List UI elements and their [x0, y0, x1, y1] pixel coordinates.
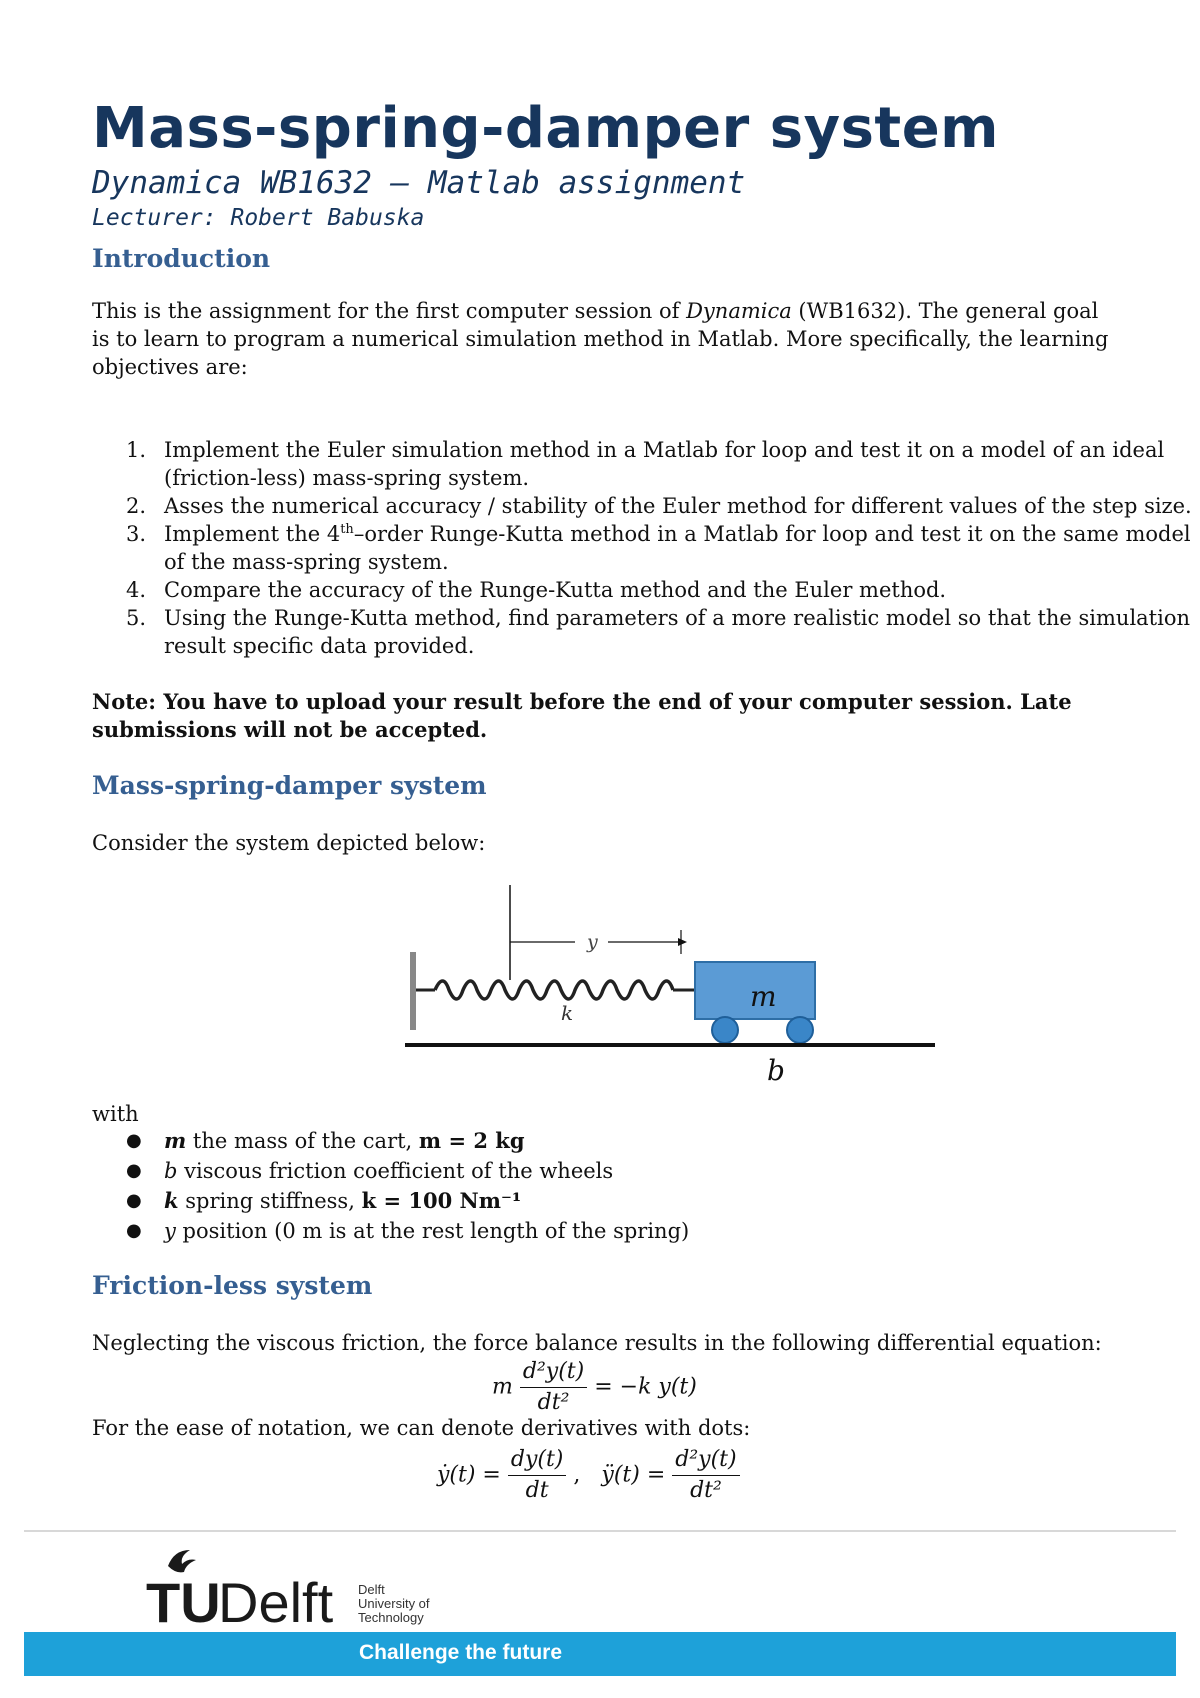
with-label: with [92, 1102, 139, 1126]
logo-tu: TU [146, 1571, 221, 1628]
logo-delft: Delft [218, 1571, 334, 1628]
list-item: 1. Implement the Euler simulation method in a Matlab for loop and test it on a model of an ideal (friction-less) mass-spring system. [126, 438, 1165, 490]
dots-text: For the ease of notation, we can denote derivatives with dots: [92, 1416, 751, 1440]
y-arrowhead [678, 938, 687, 946]
footer-divider [24, 1530, 1176, 1532]
spring-coil [435, 981, 673, 999]
logo-small-1: Delft [358, 1582, 385, 1597]
document-subtitle: Dynamica WB1632 – Matlab assignment [92, 165, 746, 201]
heading-frictionless: Friction-less system [92, 1271, 373, 1300]
list-item: 2. Asses the numerical accuracy / stability of the Euler method for different values of the step size. [126, 494, 1192, 518]
lecturer-line: Lecturer: Robert Babuska [92, 205, 425, 231]
label-k: k [561, 1001, 574, 1025]
footer-tagline: Challenge the future [359, 1641, 563, 1664]
objectives-list [92, 436, 1194, 660]
intro-paragraph: This is the assignment for the first computer session of Dynamica (WB1632). The general goal is to learn to program a numerical simulation method in Matlab. More specifically, the learning objectives are: [92, 299, 1109, 379]
label-m: m [750, 980, 777, 1013]
flame-icon [168, 1550, 196, 1572]
tu-delft-logo [146, 1548, 456, 1628]
frictionless-text: Neglecting the viscous friction, the force balance results in the following differential equation: [92, 1331, 1102, 1355]
list-item: 4. Compare the accuracy of the Runge-Kutta method and the Euler method. [126, 578, 947, 602]
list-item: ● b viscous friction coefficient of the wheels [126, 1159, 614, 1183]
logo-small-2: University of [358, 1596, 430, 1611]
mass-spring-diagram [395, 880, 955, 1095]
equation-force-balance: m $\frac{\text{d²y(t)}}{\text{dt²}}$ = −k y(t) [492, 1359, 697, 1415]
logo-small-3: Technology [358, 1610, 424, 1625]
list-item: ● y position (0 m is at the rest length of the spring) [126, 1219, 690, 1243]
document-title: Mass-spring-damper system [92, 96, 1000, 161]
list-item: ● m the mass of the cart, m = 2 kg [126, 1128, 525, 1153]
list-item: ● k spring stiffness, k = 100 Nm⁻¹ [126, 1188, 522, 1213]
equation-derivatives: ẏ(t) = $\frac{dy(t)}{dt}$ , ÿ(t) = $\frac{\text{d²y(t)}}{\text{dt²}}$ [437, 1445, 740, 1506]
variables-list [92, 1126, 689, 1246]
wheel-left [712, 1017, 738, 1043]
list-item: 5. Using the Runge-Kutta method, find parameters of a more realistic model so that the simulation result specific data provided. [126, 606, 1191, 658]
note-paragraph: Note: You have to upload your result before the end of your computer session. Late submissions will not be accepted. [92, 689, 1072, 742]
footer-bar [24, 1632, 1176, 1676]
wall [410, 952, 416, 1030]
heading-introduction: Introduction [92, 244, 271, 273]
label-b: b [767, 1054, 785, 1087]
wheel-right [787, 1017, 813, 1043]
label-y: y [587, 931, 598, 953]
list-item: 3. Implement the 4th–order Runge-Kutta method in a Matlab for loop and test it on the same model of the mass-spring system. [126, 522, 1191, 574]
msd-intro: Consider the system depicted below: [92, 831, 486, 855]
heading-msd: Mass-spring-damper system [92, 771, 487, 800]
